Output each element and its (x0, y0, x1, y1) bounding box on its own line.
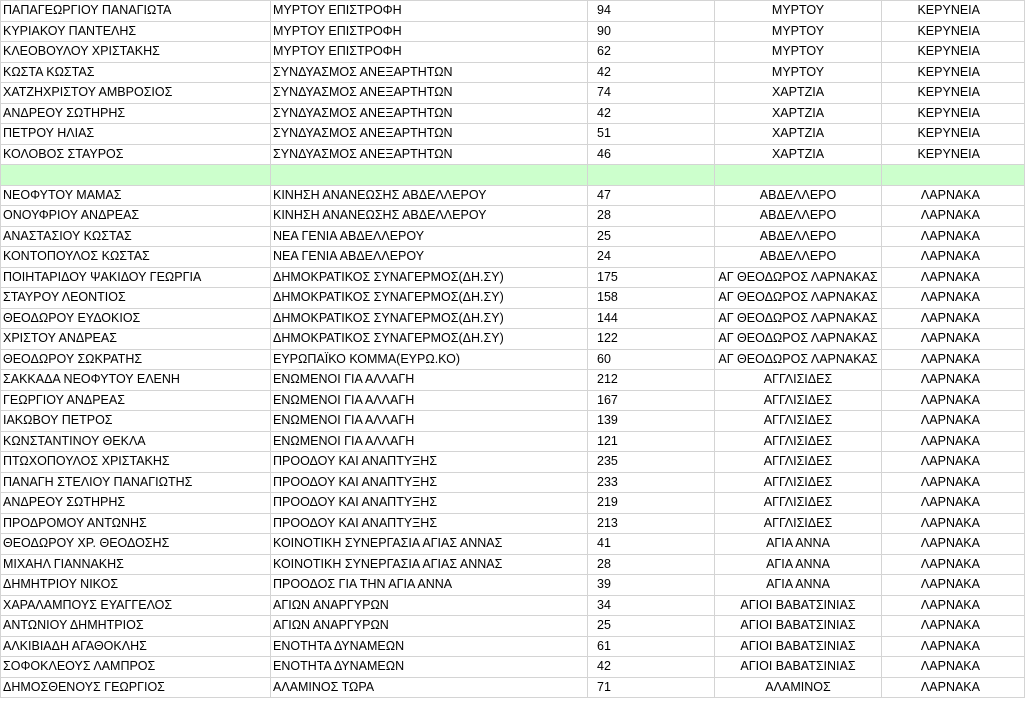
table-row (1, 308, 1025, 329)
candidate-name-cell[interactable]: ΠΟΙΗΤΑΡΙΔΟΥ ΨΑΚΙΔΟΥ ΓΕΩΡΓΙΑ (1, 267, 271, 288)
table-row (1, 288, 1025, 309)
community-cell[interactable]: ΑΓΓΛΙΣΙΔΕΣ (715, 431, 882, 452)
table-row (1, 677, 1025, 698)
candidate-name-cell[interactable]: ΧΡΙΣΤΟΥ ΑΝΔΡΕΑΣ (1, 329, 271, 350)
district-cell[interactable]: ΛΑΡΝΑΚΑ (882, 677, 1025, 698)
votes-cell[interactable]: 42 (588, 103, 715, 124)
candidate-name-cell[interactable]: ΧΑΤΖΗΧΡΙΣΤΟΥ ΑΜΒΡΟΣΙΟΣ (1, 83, 271, 104)
party-cell[interactable]: ΠΡΟΟΔΟΣ ΓΙΑ ΤΗΝ ΑΓΙΑ ΑΝΝΑ (271, 575, 588, 596)
party-cell[interactable]: ΕΥΡΩΠΑΪΚΟ ΚΟΜΜΑ(ΕΥΡΩ.ΚΟ) (271, 349, 588, 370)
table-row (1, 62, 1025, 83)
separator-row (1, 165, 1025, 186)
district-cell[interactable]: ΚΕΡΥΝΕΙΑ (882, 103, 1025, 124)
candidate-name-cell[interactable]: ΑΝΑΣΤΑΣΙΟΥ ΚΩΣΤΑΣ (1, 226, 271, 247)
table-row (1, 636, 1025, 657)
party-cell[interactable]: ΑΓΙΩΝ ΑΝΑΡΓΥΡΩΝ (271, 616, 588, 637)
table-row (1, 1, 1025, 22)
party-cell[interactable]: ΕΝΟΤΗΤΑ ΔΥΝΑΜΕΩΝ (271, 636, 588, 657)
community-cell[interactable]: ΧΑΡΤΖΙΑ (715, 124, 882, 145)
community-cell[interactable]: ΜΥΡΤΟΥ (715, 1, 882, 22)
table-row (1, 575, 1025, 596)
candidate-name-cell[interactable]: ΚΟΛΟΒΟΣ ΣΤΑΥΡΟΣ (1, 144, 271, 165)
community-cell[interactable]: ΑΓΓΛΙΣΙΔΕΣ (715, 390, 882, 411)
party-cell[interactable]: ΔΗΜΟΚΡΑΤΙΚΟΣ ΣΥΝΑΓΕΡΜΟΣ(ΔΗ.ΣΥ) (271, 329, 588, 350)
community-cell[interactable]: ΑΒΔΕΛΛΕΡΟ (715, 206, 882, 227)
table-row (1, 472, 1025, 493)
table-row (1, 534, 1025, 555)
votes-cell[interactable]: 233 (588, 472, 715, 493)
community-cell[interactable]: ΑΓΓΛΙΣΙΔΕΣ (715, 493, 882, 514)
votes-cell[interactable]: 122 (588, 329, 715, 350)
candidate-name-cell[interactable]: ΣΤΑΥΡΟΥ ΛΕΟΝΤΙΟΣ (1, 288, 271, 309)
table-row (1, 411, 1025, 432)
candidate-name-cell[interactable]: ΠΑΝΑΓΗ ΣΤΕΛΙΟΥ ΠΑΝΑΓΙΩΤΗΣ (1, 472, 271, 493)
votes-cell[interactable]: 42 (588, 657, 715, 678)
community-cell[interactable]: ΜΥΡΤΟΥ (715, 62, 882, 83)
district-cell[interactable]: ΛΑΡΝΑΚΑ (882, 616, 1025, 637)
table-row (1, 657, 1025, 678)
candidate-name-cell[interactable]: ΑΝΔΡΕΟΥ ΣΩΤΗΡΗΣ (1, 493, 271, 514)
table-row (1, 390, 1025, 411)
candidate-name-cell[interactable]: ΑΝΔΡΕΟΥ ΣΩΤΗΡΗΣ (1, 103, 271, 124)
candidate-name-cell[interactable]: ΘΕΟΔΩΡΟΥ ΣΩΚΡΑΤΗΣ (1, 349, 271, 370)
results-table-body (1, 1, 1025, 698)
candidate-name-cell[interactable]: ΚΩΣΤΑ ΚΩΣΤΑΣ (1, 62, 271, 83)
community-cell[interactable]: ΑΒΔΕΛΛΕΡΟ (715, 226, 882, 247)
table-row (1, 144, 1025, 165)
candidate-name-cell[interactable]: ΠΡΟΔΡΟΜΟΥ ΑΝΤΩΝΗΣ (1, 513, 271, 534)
votes-cell[interactable]: 139 (588, 411, 715, 432)
district-cell[interactable]: ΛΑΡΝΑΚΑ (882, 288, 1025, 309)
party-cell[interactable]: ΣΥΝΔΥΑΣΜΟΣ ΑΝΕΞΑΡΤΗΤΩΝ (271, 62, 588, 83)
votes-cell[interactable]: 71 (588, 677, 715, 698)
party-cell[interactable]: ΠΡΟΟΔΟΥ ΚΑΙ ΑΝΑΠΤΥΞΗΣ (271, 472, 588, 493)
community-cell[interactable]: ΑΒΔΕΛΛΕΡΟ (715, 247, 882, 268)
party-cell[interactable]: ΣΥΝΔΥΑΣΜΟΣ ΑΝΕΞΑΡΤΗΤΩΝ (271, 144, 588, 165)
party-cell[interactable]: ΝΕΑ ΓΕΝΙΑ ΑΒΔΕΛΛΕΡΟΥ (271, 247, 588, 268)
party-cell[interactable]: ΔΗΜΟΚΡΑΤΙΚΟΣ ΣΥΝΑΓΕΡΜΟΣ(ΔΗ.ΣΥ) (271, 267, 588, 288)
table-row (1, 616, 1025, 637)
candidate-name-cell[interactable]: ΠΤΩΧΟΠΟΥΛΟΣ ΧΡΙΣΤΑΚΗΣ (1, 452, 271, 473)
votes-cell[interactable]: 158 (588, 288, 715, 309)
party-cell[interactable]: ΣΥΝΔΥΑΣΜΟΣ ΑΝΕΞΑΡΤΗΤΩΝ (271, 124, 588, 145)
district-cell[interactable]: ΛΑΡΝΑΚΑ (882, 411, 1025, 432)
community-cell[interactable]: ΑΓΓΛΙΣΙΔΕΣ (715, 370, 882, 391)
district-cell[interactable]: ΛΑΡΝΑΚΑ (882, 575, 1025, 596)
votes-cell[interactable]: 34 (588, 595, 715, 616)
candidate-name-cell[interactable]: ΚΥΡΙΑΚΟΥ ΠΑΝΤΕΛΗΣ (1, 21, 271, 42)
district-cell[interactable]: ΛΑΡΝΑΚΑ (882, 370, 1025, 391)
party-cell[interactable]: ΣΥΝΔΥΑΣΜΟΣ ΑΝΕΞΑΡΤΗΤΩΝ (271, 83, 588, 104)
candidate-name-cell[interactable]: ΝΕΟΦΥΤΟΥ ΜΑΜΑΣ (1, 185, 271, 206)
community-cell[interactable]: ΧΑΡΤΖΙΑ (715, 83, 882, 104)
district-cell[interactable]: ΛΑΡΝΑΚΑ (882, 247, 1025, 268)
district-cell[interactable]: ΚΕΡΥΝΕΙΑ (882, 1, 1025, 22)
community-cell[interactable]: ΑΓΙΟΙ ΒΑΒΑΤΣΙΝΙΑΣ (715, 657, 882, 678)
candidate-name-cell[interactable]: ΣΑΚΚΑΔΑ ΝΕΟΦΥΤΟΥ ΕΛΕΝΗ (1, 370, 271, 391)
district-cell[interactable]: ΛΑΡΝΑΚΑ (882, 349, 1025, 370)
community-cell[interactable]: ΧΑΡΤΖΙΑ (715, 103, 882, 124)
votes-cell[interactable]: 74 (588, 83, 715, 104)
votes-cell[interactable]: 25 (588, 616, 715, 637)
table-row (1, 513, 1025, 534)
district-cell[interactable]: ΛΑΡΝΑΚΑ (882, 185, 1025, 206)
table-row (1, 124, 1025, 145)
district-cell[interactable]: ΛΑΡΝΑΚΑ (882, 595, 1025, 616)
candidate-name-cell[interactable]: ΠΕΤΡΟΥ ΗΛΙΑΣ (1, 124, 271, 145)
votes-cell[interactable]: 213 (588, 513, 715, 534)
party-cell[interactable]: ΕΝΩΜΕΝΟΙ ΓΙΑ ΑΛΛΑΓΗ (271, 390, 588, 411)
table-row (1, 267, 1025, 288)
district-cell[interactable]: ΛΑΡΝΑΚΑ (882, 513, 1025, 534)
party-cell[interactable]: ΠΡΟΟΔΟΥ ΚΑΙ ΑΝΑΠΤΥΞΗΣ (271, 513, 588, 534)
votes-cell[interactable]: 94 (588, 1, 715, 22)
community-cell[interactable]: ΑΓΓΛΙΣΙΔΕΣ (715, 452, 882, 473)
table-row (1, 370, 1025, 391)
votes-cell[interactable]: 46 (588, 144, 715, 165)
community-cell[interactable]: ΑΒΔΕΛΛΕΡΟ (715, 185, 882, 206)
community-cell[interactable]: ΑΓ ΘΕΟΔΩΡΟΣ ΛΑΡΝΑΚΑΣ (715, 288, 882, 309)
party-cell[interactable]: ΕΝΩΜΕΝΟΙ ΓΙΑ ΑΛΛΑΓΗ (271, 431, 588, 452)
separator-cell[interactable] (588, 165, 715, 186)
candidate-name-cell[interactable]: ΜΙΧΑΗΛ ΓΙΑΝΝΑΚΗΣ (1, 554, 271, 575)
votes-cell[interactable]: 39 (588, 575, 715, 596)
candidate-name-cell[interactable]: ΘΕΟΔΩΡΟΥ ΕΥΔΟΚΙΟΣ (1, 308, 271, 329)
table-row (1, 83, 1025, 104)
district-cell[interactable]: ΛΑΡΝΑΚΑ (882, 534, 1025, 555)
votes-cell[interactable]: 28 (588, 554, 715, 575)
community-cell[interactable]: ΑΓΓΛΙΣΙΔΕΣ (715, 513, 882, 534)
votes-cell[interactable]: 90 (588, 21, 715, 42)
party-cell[interactable]: ΕΝΟΤΗΤΑ ΔΥΝΑΜΕΩΝ (271, 657, 588, 678)
separator-cell[interactable] (271, 165, 588, 186)
candidate-name-cell[interactable]: ΘΕΟΔΩΡΟΥ ΧΡ. ΘΕΟΔΟΣΗΣ (1, 534, 271, 555)
table-row (1, 452, 1025, 473)
community-cell[interactable]: ΑΓΙΟΙ ΒΑΒΑΤΣΙΝΙΑΣ (715, 636, 882, 657)
district-cell[interactable]: ΚΕΡΥΝΕΙΑ (882, 62, 1025, 83)
votes-cell[interactable]: 51 (588, 124, 715, 145)
party-cell[interactable]: ΚΙΝΗΣΗ ΑΝΑΝΕΩΣΗΣ ΑΒΔΕΛΛΕΡΟΥ (271, 185, 588, 206)
district-cell[interactable]: ΛΑΡΝΑΚΑ (882, 657, 1025, 678)
votes-cell[interactable]: 219 (588, 493, 715, 514)
community-cell[interactable]: ΑΓ ΘΕΟΔΩΡΟΣ ΛΑΡΝΑΚΑΣ (715, 349, 882, 370)
district-cell[interactable]: ΛΑΡΝΑΚΑ (882, 267, 1025, 288)
table-row (1, 247, 1025, 268)
votes-cell[interactable]: 62 (588, 42, 715, 63)
candidate-name-cell[interactable]: ΣΟΦΟΚΛΕΟΥΣ ΛΑΜΠΡΟΣ (1, 657, 271, 678)
table-row (1, 21, 1025, 42)
candidate-name-cell[interactable]: ΚΛΕΟΒΟΥΛΟΥ ΧΡΙΣΤΑΚΗΣ (1, 42, 271, 63)
party-cell[interactable]: ΚΟΙΝΟΤΙΚΗ ΣΥΝΕΡΓΑΣΙΑ ΑΓΙΑΣ ΑΝΝΑΣ (271, 534, 588, 555)
district-cell[interactable]: ΛΑΡΝΑΚΑ (882, 554, 1025, 575)
party-cell[interactable]: ΜΥΡΤΟΥ ΕΠΙΣΤΡΟΦΗ (271, 1, 588, 22)
table-row (1, 349, 1025, 370)
party-cell[interactable]: ΠΡΟΟΔΟΥ ΚΑΙ ΑΝΑΠΤΥΞΗΣ (271, 493, 588, 514)
table-row (1, 103, 1025, 124)
district-cell[interactable]: ΛΑΡΝΑΚΑ (882, 329, 1025, 350)
party-cell[interactable]: ΔΗΜΟΚΡΑΤΙΚΟΣ ΣΥΝΑΓΕΡΜΟΣ(ΔΗ.ΣΥ) (271, 288, 588, 309)
party-cell[interactable]: ΚΟΙΝΟΤΙΚΗ ΣΥΝΕΡΓΑΣΙΑ ΑΓΙΑΣ ΑΝΝΑΣ (271, 554, 588, 575)
candidate-name-cell[interactable]: ΠΑΠΑΓΕΩΡΓΙΟΥ ΠΑΝΑΓΙΩΤΑ (1, 1, 271, 22)
community-cell[interactable]: ΑΛΑΜΙΝΟΣ (715, 677, 882, 698)
party-cell[interactable]: ΣΥΝΔΥΑΣΜΟΣ ΑΝΕΞΑΡΤΗΤΩΝ (271, 103, 588, 124)
votes-cell[interactable]: 167 (588, 390, 715, 411)
votes-cell[interactable]: 42 (588, 62, 715, 83)
candidate-name-cell[interactable]: ΚΩΝΣΤΑΝΤΙΝΟΥ ΘΕΚΛΑ (1, 431, 271, 452)
votes-cell[interactable]: 24 (588, 247, 715, 268)
district-cell[interactable]: ΚΕΡΥΝΕΙΑ (882, 42, 1025, 63)
party-cell[interactable]: ΜΥΡΤΟΥ ΕΠΙΣΤΡΟΦΗ (271, 21, 588, 42)
votes-cell[interactable]: 61 (588, 636, 715, 657)
district-cell[interactable]: ΚΕΡΥΝΕΙΑ (882, 83, 1025, 104)
candidate-name-cell[interactable]: ΔΗΜΗΤΡΙΟΥ ΝΙΚΟΣ (1, 575, 271, 596)
candidate-name-cell[interactable]: ΑΝΤΩΝΙΟΥ ΔΗΜΗΤΡΙΟΣ (1, 616, 271, 637)
table-row (1, 42, 1025, 63)
community-cell[interactable]: ΜΥΡΤΟΥ (715, 42, 882, 63)
table-row (1, 595, 1025, 616)
party-cell[interactable]: ΔΗΜΟΚΡΑΤΙΚΟΣ ΣΥΝΑΓΕΡΜΟΣ(ΔΗ.ΣΥ) (271, 308, 588, 329)
district-cell[interactable]: ΚΕΡΥΝΕΙΑ (882, 21, 1025, 42)
votes-cell[interactable]: 212 (588, 370, 715, 391)
community-cell[interactable]: ΧΑΡΤΖΙΑ (715, 144, 882, 165)
district-cell[interactable]: ΚΕΡΥΝΕΙΑ (882, 124, 1025, 145)
candidate-name-cell[interactable]: ΔΗΜΟΣΘΕΝΟΥΣ ΓΕΩΡΓΙΟΣ (1, 677, 271, 698)
table-row (1, 206, 1025, 227)
party-cell[interactable]: ΑΓΙΩΝ ΑΝΑΡΓΥΡΩΝ (271, 595, 588, 616)
separator-cell[interactable] (1, 165, 271, 186)
district-cell[interactable]: ΛΑΡΝΑΚΑ (882, 206, 1025, 227)
party-cell[interactable]: ΝΕΑ ΓΕΝΙΑ ΑΒΔΕΛΛΕΡΟΥ (271, 226, 588, 247)
community-cell[interactable]: ΑΓΙΟΙ ΒΑΒΑΤΣΙΝΙΑΣ (715, 595, 882, 616)
candidate-name-cell[interactable]: ΙΑΚΩΒΟΥ ΠΕΤΡΟΣ (1, 411, 271, 432)
candidate-name-cell[interactable]: ΚΟΝΤΟΠΟΥΛΟΣ ΚΩΣΤΑΣ (1, 247, 271, 268)
votes-cell[interactable]: 235 (588, 452, 715, 473)
party-cell[interactable]: ΕΝΩΜΕΝΟΙ ΓΙΑ ΑΛΛΑΓΗ (271, 411, 588, 432)
table-row (1, 226, 1025, 247)
community-cell[interactable]: ΑΓ ΘΕΟΔΩΡΟΣ ΛΑΡΝΑΚΑΣ (715, 267, 882, 288)
separator-cell[interactable] (882, 165, 1025, 186)
candidate-name-cell[interactable]: ΑΛΚΙΒΙΑΔΗ ΑΓΑΘΟΚΛΗΣ (1, 636, 271, 657)
district-cell[interactable]: ΛΑΡΝΑΚΑ (882, 308, 1025, 329)
party-cell[interactable]: ΑΛΑΜΙΝΟΣ ΤΩΡΑ (271, 677, 588, 698)
party-cell[interactable]: ΜΥΡΤΟΥ ΕΠΙΣΤΡΟΦΗ (271, 42, 588, 63)
candidate-name-cell[interactable]: ΟΝΟΥΦΡΙΟΥ ΑΝΔΡΕΑΣ (1, 206, 271, 227)
district-cell[interactable]: ΛΑΡΝΑΚΑ (882, 452, 1025, 473)
community-cell[interactable]: ΑΓΙΑ ΑΝΝΑ (715, 534, 882, 555)
district-cell[interactable]: ΛΑΡΝΑΚΑ (882, 431, 1025, 452)
table-row (1, 329, 1025, 350)
community-cell[interactable]: ΑΓΓΛΙΣΙΔΕΣ (715, 411, 882, 432)
community-cell[interactable]: ΑΓ ΘΕΟΔΩΡΟΣ ΛΑΡΝΑΚΑΣ (715, 329, 882, 350)
community-cell[interactable]: ΜΥΡΤΟΥ (715, 21, 882, 42)
votes-cell[interactable]: 121 (588, 431, 715, 452)
district-cell[interactable]: ΛΑΡΝΑΚΑ (882, 472, 1025, 493)
district-cell[interactable]: ΛΑΡΝΑΚΑ (882, 226, 1025, 247)
district-cell[interactable]: ΛΑΡΝΑΚΑ (882, 493, 1025, 514)
votes-cell[interactable]: 47 (588, 185, 715, 206)
community-cell[interactable]: ΑΓΙΑ ΑΝΝΑ (715, 575, 882, 596)
community-cell[interactable]: ΑΓΓΛΙΣΙΔΕΣ (715, 472, 882, 493)
district-cell[interactable]: ΛΑΡΝΑΚΑ (882, 390, 1025, 411)
community-cell[interactable]: ΑΓ ΘΕΟΔΩΡΟΣ ΛΑΡΝΑΚΑΣ (715, 308, 882, 329)
votes-cell[interactable]: 28 (588, 206, 715, 227)
district-cell[interactable]: ΛΑΡΝΑΚΑ (882, 636, 1025, 657)
votes-cell[interactable]: 41 (588, 534, 715, 555)
candidate-name-cell[interactable]: ΧΑΡΑΛΑΜΠΟΥΣ ΕΥΑΓΓΕΛΟΣ (1, 595, 271, 616)
table-row (1, 431, 1025, 452)
candidate-name-cell[interactable]: ΓΕΩΡΓΙΟΥ ΑΝΔΡΕΑΣ (1, 390, 271, 411)
separator-cell[interactable] (715, 165, 882, 186)
party-cell[interactable]: ΕΝΩΜΕΝΟΙ ΓΙΑ ΑΛΛΑΓΗ (271, 370, 588, 391)
district-cell[interactable]: ΚΕΡΥΝΕΙΑ (882, 144, 1025, 165)
table-row (1, 554, 1025, 575)
party-cell[interactable]: ΠΡΟΟΔΟΥ ΚΑΙ ΑΝΑΠΤΥΞΗΣ (271, 452, 588, 473)
votes-cell[interactable]: 25 (588, 226, 715, 247)
table-row (1, 493, 1025, 514)
votes-cell[interactable]: 175 (588, 267, 715, 288)
party-cell[interactable]: ΚΙΝΗΣΗ ΑΝΑΝΕΩΣΗΣ ΑΒΔΕΛΛΕΡΟΥ (271, 206, 588, 227)
votes-cell[interactable]: 144 (588, 308, 715, 329)
votes-cell[interactable]: 60 (588, 349, 715, 370)
community-cell[interactable]: ΑΓΙΑ ΑΝΝΑ (715, 554, 882, 575)
table-row (1, 185, 1025, 206)
community-cell[interactable]: ΑΓΙΟΙ ΒΑΒΑΤΣΙΝΙΑΣ (715, 616, 882, 637)
